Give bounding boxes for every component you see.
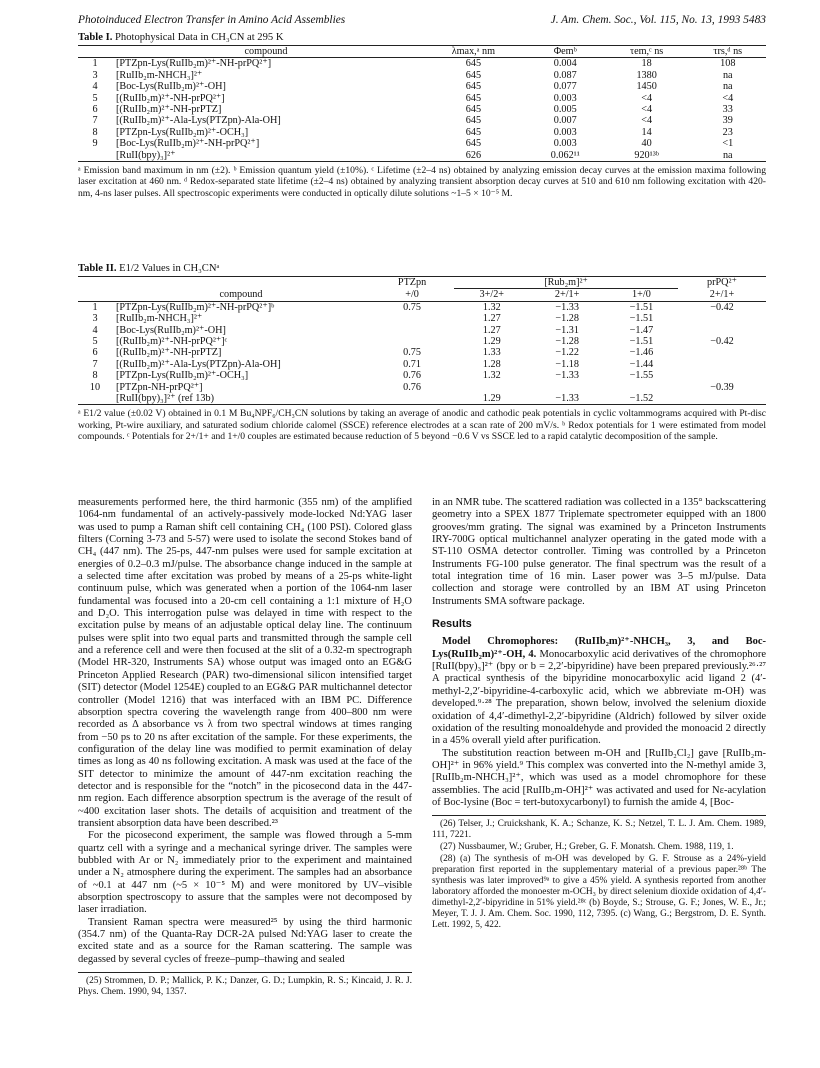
reference-item: (25) Strommen, D. P.; Mallick, P. K.; Danzer, G. D.; Lumpkin, R. S.; Kincaid, J. R. J. Phys. Chem. 1990, 94, 1357. (78, 976, 412, 998)
t1-h-lmax: λmax,ᵃ nm (451, 46, 496, 57)
t1-value: 0.062¹¹ (550, 149, 580, 161)
t2-value (678, 313, 766, 324)
t1-value: 0.007 (553, 115, 577, 127)
t2-row-number: 10 (89, 381, 101, 393)
t2-row-number: 8 (92, 370, 98, 382)
t2-value (529, 382, 604, 393)
t1-compound: [Boc-Lys(RuIIb₂m)²⁺-OH] (116, 81, 226, 93)
t2-value: 1.27 (482, 324, 501, 336)
t2-value (678, 370, 766, 381)
table-row (78, 70, 766, 81)
t2-value (678, 347, 766, 358)
t2-value: 0.75 (403, 347, 421, 359)
t1-value: 645 (465, 115, 482, 127)
t1-row-number: 9 (92, 138, 98, 150)
left-references (78, 972, 412, 998)
t1-compound: [PTZpn-Lys(RuIIb₂m)²⁺-NH-prPQ²⁺] (116, 58, 272, 70)
t1-row-number (78, 150, 112, 162)
t1-value: na (722, 149, 733, 161)
t2-row-number: 1 (92, 301, 98, 313)
t1-value: 645 (465, 126, 482, 138)
t2-row-number: 3 (92, 313, 98, 325)
t1-value: 0.003 (553, 126, 577, 138)
t1-value: 0.004 (553, 58, 577, 70)
t1-h-taurs: τrs,ᵈ ns (713, 46, 743, 57)
table-row (78, 382, 766, 393)
t1-h-phi: Φemᵇ (553, 46, 577, 57)
t1-row-number: 6 (92, 104, 98, 116)
t2-value (370, 393, 454, 405)
t2-value: −1.28 (555, 313, 579, 325)
t1-value: na (722, 81, 733, 93)
t2-value (678, 359, 766, 370)
t1-value: 14 (641, 126, 652, 138)
reference-item: (26) Telser, J.; Cruickshank, K. A.; Schanze, K. S.; Netzel, T. L. J. Am. Chem. 1989, 111, 7221. (432, 819, 766, 841)
table-row (78, 138, 766, 149)
t1-value: 0.003 (553, 92, 577, 104)
right-paragraph: in an NMR tube. The scattered radiation was collected in a 135° backscattering geometry into a SPEX 1877 Triplemate spectrometer equipped with an 1800 grooves/mm grating. The signal was examined by a Princeton Instruments IRY-700G optical multichannel analyzer operating in the gated mode with a ST-110 OSMA detector controller. Timing was controlled by a Princeton Instruments FG-100 pulse generator. The final spectrum was the result of a total integration time of 16 min. Laser power was 3–5 mJ/pulse. Data collection and storage were controlled by an IBM AT using Princeton Instruments SMA software package. (432, 497, 766, 607)
t2-value (454, 382, 529, 393)
table-1-caption: Table I. Photophysical Data in CH₃CN at 295 K (78, 32, 284, 43)
t1-value: 0.087 (553, 69, 577, 81)
t1-h-tauem: τem,ᶜ ns (629, 46, 664, 57)
t1-value: 40 (641, 138, 652, 150)
table-row (78, 347, 766, 358)
t2-compound: [(RuIIb₂m)²⁺-NH-prPTZ] (116, 347, 222, 359)
t2-row-number: 7 (92, 358, 98, 370)
table-2-footnote: ᵃ E1/2 value (±0.02 V) obtained in 0.1 M Bu₄NPF₆/CH₃CN solutions by taking an average of anodic and cathodic peak potentials in cyclic voltammograms acquired with Pt-disc working, Pt-wire auxiliary, and saturated sodium chloride calomel (SSCE) reference electrodes at a scan rate of 200 mV/s. ᵇ Redox potentials for 1 were estimated from model compounds. ᶜ Potentials for 2+/1+ and 1+/0 couples are estimated because reduction of 5 beyond −0.6 V vs SSCE led to a rapid catalytic decomposition of the sample. (78, 408, 766, 443)
table-row (78, 150, 766, 162)
t2-compound: [PTZpn-Lys(RuIIb₂m)²⁺-OCH₃] (116, 370, 249, 382)
running-header-title: Photoinduced Electron Transfer in Amino Acid Assemblies (78, 14, 346, 26)
t1-value: 23 (722, 126, 733, 138)
table-row (78, 393, 766, 405)
t1-row-number: 7 (92, 115, 98, 127)
table-row (78, 127, 766, 138)
t2-value: 1.32 (482, 370, 501, 382)
t2-h-rub2m: [Rub₂m]²⁺ (454, 277, 678, 289)
t1-compound: [PTZpn-Lys(RuIIb₂m)²⁺-OCH₃] (116, 126, 249, 138)
t2-value (678, 325, 766, 336)
t2-row-number: 4 (92, 324, 98, 336)
t2-value: 0.76 (403, 370, 421, 382)
t2-value: 1.28 (482, 358, 501, 370)
t2-h-prpq: prPQ²⁺ (707, 277, 737, 288)
t1-row-number: 4 (92, 81, 98, 93)
t2-value: −1.51 (629, 336, 654, 348)
table-1-grid (78, 45, 766, 162)
t1-value: <1 (722, 138, 734, 150)
left-paragraph: For the picosecond experiment, the sample was flowed through a 5-mm quartz cell with a syringe and a mechanical syringe driver. The samples were bubbled with Ar or N₂ immediately prior to the experiment and maintained under a N₂ atmosphere during the experiment. The samples had an absorbance of ~0.1 at 447 nm (~5 × 10⁻⁵ M) and were monitored by UV–visible absorption spectroscopy to assure that the samples were not decomposed by laser irradiation. (78, 830, 412, 916)
t2-value: −0.42 (710, 336, 734, 348)
t2-compound: [RuII(bpy)₃]²⁺ (ref 13b) (116, 393, 214, 405)
table-row (78, 370, 766, 381)
t2-value: 0.75 (403, 301, 421, 313)
t1-value: 645 (465, 92, 482, 104)
t1-value: 645 (465, 58, 482, 70)
running-header (78, 14, 766, 26)
t2-value (678, 393, 766, 405)
t2-value: −1.31 (555, 324, 579, 336)
results-paragraph: The substitution reaction between m-OH and [RuIIb₂Cl₂] gave [RuIIb₂m-OH]²⁺ in 96% yield.⁹ This complex was converted into the N-methyl amide 3, [RuIIb₂m-NHCH₃]²⁺, which was used as a model chromophore for these assemblies. The acid [RuIIb₂m-OH]²⁺ was activated and used for Nε-acylation of Boc-lysine (Boc = tert-butoxycarbonyl) to furnish the amide 4, [Boc- (432, 747, 766, 808)
t2-value: 1.33 (482, 347, 501, 359)
right-column (432, 497, 766, 999)
table-row (78, 325, 766, 336)
t2-value (370, 313, 454, 324)
t2-h-3plus: 3+/2+ (479, 289, 505, 301)
t2-h-ptzpn: PTZpn (397, 277, 427, 288)
table-row (78, 81, 766, 92)
t1-row-number: 8 (92, 126, 98, 138)
t1-value: 0.077 (553, 81, 577, 93)
t2-value: −1.33 (555, 393, 579, 405)
t2-value: 0.71 (403, 358, 421, 370)
t2-value: −1.52 (629, 393, 654, 405)
t2-value: −1.28 (555, 336, 579, 348)
body-columns (78, 497, 766, 999)
t2-value (370, 325, 454, 336)
t2-value: −1.46 (629, 347, 654, 359)
t2-value: −0.42 (710, 301, 734, 313)
t2-value: 1.27 (482, 313, 501, 325)
t1-compound: [(RuIIb₂m)²⁺-NH-prPQ²⁺] (116, 92, 225, 104)
t1-h-compound: compound (244, 46, 288, 57)
t2-value: 1.29 (482, 393, 501, 405)
t1-value: 39 (722, 115, 733, 127)
running-header-journal: J. Am. Chem. Soc., Vol. 115, No. 13, 1993 5483 (550, 14, 766, 26)
t2-value: −1.33 (555, 301, 579, 313)
t1-value: 626 (465, 149, 482, 161)
t1-value: 33 (722, 104, 733, 116)
t2-value: −1.33 (555, 370, 579, 382)
table-row (78, 359, 766, 370)
t2-compound: [(RuIIb₂m)²⁺-Ala-Lys(PTZpn)-Ala-OH] (116, 358, 281, 370)
t1-value: 108 (720, 58, 736, 70)
table-2 (78, 263, 766, 443)
table-row (78, 313, 766, 324)
t1-value: 1450 (636, 81, 657, 93)
t2-value: 0.76 (403, 381, 421, 393)
t2-compound: [RuIIb₂m-NHCH₃]²⁺ (116, 313, 203, 325)
t1-row-number: 1 (92, 58, 98, 70)
right-references (432, 815, 766, 931)
table-1 (78, 32, 766, 199)
table-row (78, 58, 766, 70)
t1-value: <4 (641, 92, 653, 104)
section-heading-results: Results (432, 618, 472, 631)
left-column (78, 497, 412, 999)
t1-value: 645 (465, 69, 482, 81)
reference-item: (27) Nussbaumer, W.; Gruber, H.; Greber, G. F. Monatsh. Chem. 1988, 119, 1. (440, 842, 734, 853)
t1-value: 645 (465, 138, 482, 150)
t1-value: <4 (722, 92, 734, 104)
t2-compound: [PTZpn-Lys(RuIIb₂m)²⁺-NH-prPQ²⁺]ᵇ (116, 301, 275, 313)
t1-value: 645 (465, 81, 482, 93)
t1-row-number: 3 (92, 69, 98, 81)
table-row (78, 115, 766, 126)
t1-value: 1380 (636, 69, 657, 81)
t2-h-pq-couple: 2+/1+ (709, 288, 735, 300)
table-row (78, 301, 766, 313)
t2-h-2plus: 2+/1+ (554, 289, 580, 301)
t2-value: −1.51 (629, 301, 654, 313)
table-row (78, 104, 766, 115)
t2-value (605, 382, 678, 393)
t1-value: na (722, 69, 733, 81)
t2-compound: [Boc-Lys(RuIIb₂m)²⁺-OH] (116, 324, 226, 336)
t2-row-number: 5 (92, 336, 98, 348)
t2-h-compound: compound (219, 288, 263, 300)
t1-compound: [Boc-Lys(RuIIb₂m)²⁺-NH-prPQ²⁺] (116, 138, 260, 150)
t2-value: −1.44 (629, 358, 654, 370)
t2-row-number (78, 393, 112, 405)
table-2-caption: Table II. E1/2 Values in CH₃CNᵃ (78, 263, 220, 274)
t2-value: −1.51 (629, 313, 654, 325)
t2-h-1plus: 1+/0 (632, 289, 651, 301)
t1-value: 0.005 (553, 104, 577, 116)
t2-row-number: 6 (92, 347, 98, 359)
t1-value: 18 (641, 58, 652, 70)
t1-row-number: 5 (92, 92, 98, 104)
left-paragraph: Transient Raman spectra were measured²⁵ by using the third harmonic (354.7 nm) of the Quanta-Ray DCR-2A pulsed Nd:YAG laser to create the excited state and as a source for the Raman scattering. The sample was degassed by several cycles of freeze–pump–thawing and sealed (78, 916, 412, 965)
t2-value: −1.55 (629, 370, 654, 382)
left-paragraph: measurements performed here, the third harmonic (355 nm) of the amplified 1064-nm fundamental of an actively-passively mode-locked Nd:YAG laser was used to pump a Raman shift cell containing CH₄ (100 PSI). Colored glass filters (Corning 3-73 and 5-57) were used to isolate the second Stokes band of CH₄ (447 nm). The 25-ps, 447-nm pulses were used for sample excitation at energies of 0.2–0.3 mJ/pulse. The absorbance change induced in the sample at a selected time after excitation was probed by means of a 25-ps white-light continuum pulse, which was generated when a portion of the 1064-nm laser fundamental was focused into a 20-cm cell containing a 1:1 mixture of H₂O and D₂O. This interrogation pulse was delayed in time with respect to the excitation pulse by means of an adjustable optical delay line. The continuum pulses were split into two equal parts and transmitted through the sample cell and a reference cell and were then focused at the slit of a 0.32-m spectrograph (Model HR-320, Instruments SA) whose output was imaged onto an EG&G Princeton Applied Research (PAR) two-dimensional silicon intensified target (SIT) detector (Model 1254E) coupled to an EG&G PAR multichannel detector controller (Model 1216) that was interfaced with an IBM PC. Difference absorption spectra covering the wavelength range from 400–800 nm were recorded as Δ absorbance vs λ from two spectral windows at times ranging from −50 ps to 20 ns after excitation of the sample. For these experiments, the configuration of the delay line was modified to permit examination of delay times as long as 40 ns following excitation. A mask was used at the face of the SIT detector to minimize the amount of 447-nm excitation reaching the detector and is responsible for the “notch” in the picosecond data in the 447-nm region. Each difference absorption spectrum is the average of the result of ~400 excitation laser shots. The details of acquisition and treatment of the transient absorption data have been described.²³ (78, 497, 412, 829)
table-1-footnote: ᵃ Emission band maximum in nm (±2). ᵇ Emission quantum yield (±10%). ᶜ Lifetime (±2–4 ns) obtained by analyzing emission decay curves at the emission maxima following laser excitation at 460 nm. ᵈ Redox-separated state lifetime (±2–4 ns) obtained by analyzing transient absorption decay curves at 510 and 610 nm following excitation with 420-nm, 4-ns laser pulses. All spectroscopic experiments were conducted in optically dilute solutions ~1–5 × 10⁻⁵ M. (78, 165, 766, 199)
t2-value: −1.18 (555, 358, 579, 370)
t1-value: <4 (641, 115, 653, 127)
t1-value: 0.003 (553, 138, 577, 150)
t2-value: −1.47 (629, 324, 654, 336)
t2-h-ptz-couple: +/0 (405, 288, 419, 300)
reference-item: (28) (a) The synthesis of m-OH was developed by G. F. Strouse as a 24%-yield preparation first reported in the supplementary material of a previous paper.²⁸ᵇ The synthesis was later improved⁹ᵃ to give a 45% yield. A synthesis reported from another laboratory afforded the monoester m-OCH₃ by direct selenium dioxide oxidation of 4,4′-dimethyl-2,2′-bipyridine in 51% yield.²⁸ᶜ (b) Boyde, S.; Strouse, G. F.; Jones, W. E., Jr.; Meyer, T. J. J. Am. Chem. Soc. 1990, 112, 7395. (c) Wang, G.; Bergstrom, D. E. Synth. Lett. 1992, 5, 422. (432, 854, 766, 931)
table-row (78, 93, 766, 104)
table-2-grid (78, 276, 766, 405)
results-paragraph: Model Chromophores: (RuIIb₂m)²⁺-NHCH₃, 3, and Boc-Lys(RuIIb₂m)²⁺-OH, 4. Monocarboxylic acid derivatives of the chromophore [RuII(bpy)₃]²⁺ (bpy or b = 2,2′-bipyridine) have been prepared previously.²⁶·²⁷ A practical synthesis of the bipyridine monocarboxylic acid ligand 2 (4′-methyl-2,2′-bipyridine-4-carboxylic acid, which we abbreviate m-OH) was developed.⁹·²⁸ The preparation, shown below, involved the selenium dioxide oxidation of 4,4′-dimethyl-2,2′-bipyridine (Aldrich) followed by silver oxide oxidation of the resulting monoaldehyde and provided the monoacid 2 directly in a 45% overall yield after purification. (432, 636, 766, 747)
t2-value: 1.32 (482, 301, 501, 313)
t2-value: −1.22 (555, 347, 579, 359)
t2-compound: [PTZpn-NH-prPQ²⁺] (116, 381, 203, 393)
t1-compound: [RuIIb₂m-NHCH₃]²⁺ (116, 69, 203, 81)
t1-value: <4 (641, 104, 653, 116)
t1-compound: [RuII(bpy)₃]²⁺ (116, 149, 176, 161)
t1-compound: [(RuIIb₂m)²⁺-NH-prPTZ] (116, 104, 222, 116)
results-lead: Model Chromophores: (RuIIb₂m)²⁺-NHCH₃, 3, and Boc-Lys(RuIIb₂m)²⁺-OH, 4. (432, 636, 766, 660)
t1-value: 645 (465, 104, 482, 116)
table-row (78, 336, 766, 347)
t1-value: 920¹³ᵇ (634, 149, 659, 161)
t1-compound: [(RuIIb₂m)²⁺-Ala-Lys(PTZpn)-Ala-OH] (116, 115, 281, 127)
t2-value: −0.39 (710, 381, 734, 393)
t2-value: 1.29 (482, 336, 501, 348)
t2-compound: [(RuIIb₂m)²⁺-NH-prPQ²⁺]ᶜ (116, 336, 228, 348)
t2-value (370, 336, 454, 347)
